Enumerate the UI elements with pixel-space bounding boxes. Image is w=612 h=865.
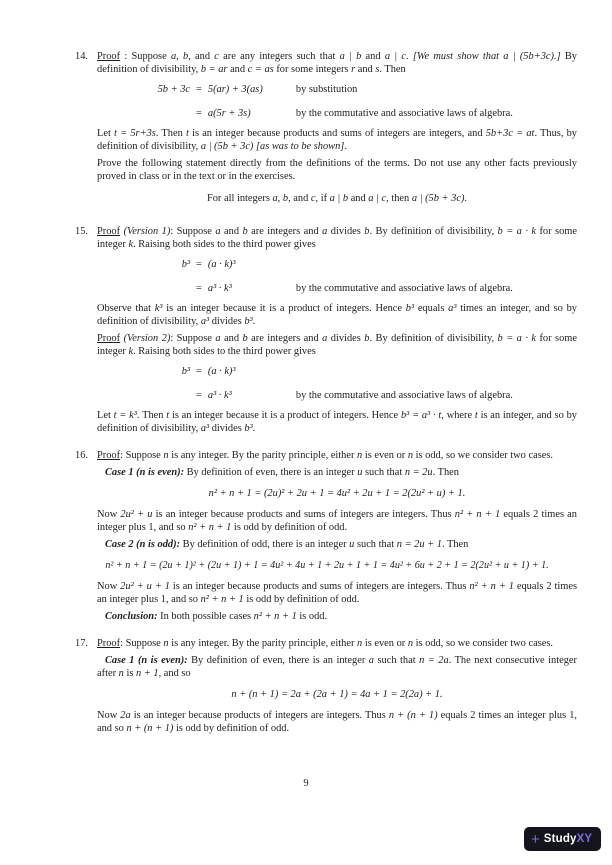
paragraph [97,610,577,623]
math-inline: n + 1 [135,668,159,679]
proof-label: Proof [97,450,121,461]
item-number: 17. [75,638,88,649]
math-inline: a [322,333,328,344]
text-run: for some integers [273,64,352,75]
text-run: and [227,64,248,75]
proof-label: Proof [97,333,121,344]
text-run: : Suppose [120,638,164,649]
paragraph [97,449,577,462]
math-inline: n² + n + 1 [188,522,232,533]
proof-item-14 [75,50,577,215]
text-run: Now [97,581,121,592]
text-run: , where [441,410,475,421]
text-run: is an integer, and so by definition of divisibility, [97,410,577,434]
math-inline: t [185,128,189,139]
text-run: is [123,668,136,679]
text-run: Now [97,710,121,721]
text-run: , [176,51,183,62]
text-run: By definition of even, there is an integer [184,467,358,478]
math-inline: b [242,226,248,237]
paragraph [97,580,577,606]
proof-item-16 [75,449,577,627]
math-inline: s [375,64,380,75]
text-run: . Thus, by definition of divisibility, [97,128,578,152]
italic-text: [as was to be shown] [256,141,345,152]
text-run: . Raising both sides to the third power gives [133,346,316,357]
text-run: is odd, so we consider two cases. [413,450,553,461]
math-inline: u [349,539,355,550]
text-run: for some integer [97,226,577,250]
paragraph [97,302,577,328]
math-inline: a | c [384,51,406,62]
math-inline: n² + n + 1 [469,581,514,592]
equation-rhs: 5(ar) + 3(as) [207,84,263,95]
equation-rhs: (a · k)³ [207,259,236,270]
math-inline: b [242,333,248,344]
proof-label: Proof [97,638,121,649]
text-run: is odd by definition of odd. [231,522,348,533]
text-run: : Suppose [120,51,171,62]
text-run: . [252,423,256,434]
equals-sign: = [196,259,202,270]
text-run: . [464,193,468,204]
math-inline: k³ [154,303,163,314]
text-run: such that [362,467,405,478]
text-run: such that [374,655,420,666]
text-run: By definition of divisibility, [97,51,577,75]
proof-item-17 [75,637,577,739]
equation-block [97,258,577,295]
text-run: is odd by definition of odd. [173,723,290,734]
math-inline: b [182,51,189,62]
italic-text: (Version 1) [123,226,171,237]
text-run: divides [327,226,365,237]
equals-sign: = [196,84,202,95]
text-run: . [405,51,413,62]
display-equation: n + (n + 1) = 2a + (2a + 1) = 4a + 1 = 2(2a) + 1. [231,689,443,700]
math-inline: a | (5b + 3c) [411,193,465,204]
equation-lhs: 5b + 3c [157,84,190,95]
text-run: divides [209,423,245,434]
text-run: . Then [136,410,167,421]
math-inline: n + (n + 1) [126,723,174,734]
italic-text: (Version 2) [123,333,171,344]
text-run: , and [288,193,311,204]
text-run: and [348,193,369,204]
text-run: : Suppose [170,333,216,344]
equals-sign: = [196,108,202,119]
page-number: 9 [303,778,309,789]
math-inline: n² + n + 1 [253,611,297,622]
text-run: and [355,64,376,75]
text-run: and [361,51,385,62]
text-run: times an integer, and so by definition of divisibility, [97,303,577,327]
equals-sign: = [196,390,202,401]
math-inline: u [357,467,363,478]
math-inline: a [368,655,374,666]
brand-name-accent: XY [576,832,592,845]
math-inline: n [163,638,169,649]
math-inline: r [351,64,356,75]
math-inline: 2a [120,710,131,721]
math-inline: b = ar [200,64,228,75]
text-run: are any integers such that [218,51,340,62]
math-inline: t = k³ [113,410,137,421]
math-inline: n + (n + 1) [388,710,438,721]
math-inline: b [364,226,370,237]
text-run: . [252,316,256,327]
item-body [97,637,577,739]
equation-rhs: a³ · k³ [207,390,232,401]
math-inline: c [214,51,219,62]
text-run: . Then [432,467,459,478]
text-run: is odd by definition of odd. [243,594,360,605]
math-inline: a | b [339,51,362,62]
text-run: is an integer because products of integers are integers. Thus [130,710,389,721]
text-run: divides [209,316,245,327]
paragraph [97,538,577,551]
text-run: divides [327,333,365,344]
math-inline: a³ [448,303,457,314]
text-run: is any integer. By the parity principle, either [168,638,358,649]
text-run: For all integers [206,193,273,204]
equation-row [97,365,577,378]
studyxy-badge [524,827,601,851]
text-run: , then [386,193,412,204]
text-run: such that [354,539,397,550]
text-run: is odd, so we consider two cases. [413,638,553,649]
math-inline: a [215,226,221,237]
paragraph [97,709,577,735]
equation-row [97,83,577,96]
math-inline: b³ [244,316,253,327]
text-run: is even or [362,638,408,649]
equation-lhs: b³ [181,259,190,270]
paragraph [97,637,577,650]
math-inline: n = 2u + 1 [396,539,442,550]
text-run: Now [97,509,121,520]
math-inline: k [128,346,134,357]
equation-rhs: a³ · k³ [207,283,232,294]
text-run: In both possible cases [157,611,254,622]
math-inline: b³ [244,423,253,434]
math-inline: n = 2a [419,655,449,666]
text-run: is even or [362,450,408,461]
centered-statement [97,192,577,205]
text-run: are integers and [247,226,323,237]
paragraph [97,157,577,183]
text-run: Observe that [97,303,155,314]
math-inline: a³ [200,316,210,327]
math-inline: n² + n + 1 [454,509,501,520]
equation-row [97,258,577,271]
equation-row [97,107,577,120]
text-run: equals 2 times an integer plus 1, and so [97,509,577,533]
case-label: Case 1 (n is even): [105,655,188,666]
text-run: , and so [158,668,191,679]
text-run: . Then [379,64,406,75]
text-run: are integers and [247,333,323,344]
math-inline: c = as [247,64,274,75]
text-run: equals [414,303,449,314]
math-inline: n [118,668,124,679]
math-inline: n [357,638,363,649]
math-inline: a [215,333,221,344]
proof-label: Proof [97,226,121,237]
text-run: is an integer because products and sums of integers are integers. Thus [152,509,455,520]
text-run: . Raising both sides to the third power gives [133,239,316,250]
case-label: Conclusion: [105,611,158,622]
math-inline: n [357,450,363,461]
equation-note: by the commutative and associative laws of algebra. [295,390,513,401]
display-equation: n² + n + 1 = (2u + 1)² + (2u + 1) + 1 = 4u² + 4u + 1 + 2u + 1 + 1 = 4u² + 6u + 2 + 1 = 2(2u² + u + 1) + 1. [105,560,549,571]
proof-item-15 [75,225,577,439]
equation-block [97,365,577,402]
math-inline: 2u² + u + 1 [120,581,170,592]
text-run: : Suppose [120,450,164,461]
paragraph [97,332,577,358]
text-run: for some integer [97,333,577,357]
display-equation: n² + n + 1 = (2u)² + 2u + 1 = 4u² + 2u + 1 = 2(2u² + u) + 1. [208,488,466,499]
paragraph [97,225,577,251]
equation-lhs: b³ [181,366,190,377]
item-body [97,225,577,439]
paragraph [97,127,577,153]
math-inline: n [407,638,414,649]
paragraph [97,409,577,435]
equals-sign: = [196,283,202,294]
equals-sign: = [196,366,202,377]
math-inline: b [364,333,370,344]
math-inline: t [166,410,170,421]
text-run: By definition of odd, there is an integer [180,539,350,550]
math-inline: a [322,226,328,237]
math-inline: k [128,239,134,250]
math-inline: t [474,410,478,421]
text-run: Prove the following statement directly from the definitions of the terms. Do not use any other facts previously proved in class or in the text or in the exercises. [97,158,577,182]
math-inline: c [310,193,316,204]
math-inline: n² + n + 1 [200,594,244,605]
text-run: , [277,193,283,204]
equation-note: by the commutative and associative laws of algebra. [295,283,513,294]
text-run: , and [188,51,215,62]
proof-label: Proof [97,51,121,62]
case-label: Case 1 (n is even): [105,467,185,478]
text-run: . Then [155,128,186,139]
equation-row [97,282,577,295]
case-label: Case 2 (n is odd): [105,539,181,550]
math-inline: 5b+3c = at [485,128,535,139]
brand-name-primary: Study [543,832,577,845]
text-run: is an integer because products and sums of integers are integers. Thus [169,581,470,592]
text-run: is any integer. By the parity principle, either [168,450,358,461]
item-number: 14. [75,51,88,62]
text-run: . Then [441,539,469,550]
text-run: : Suppose [170,226,216,237]
math-inline: b [282,193,289,204]
text-run: . The next consecutive integer after [97,655,577,679]
text-run: By definition of even, there is an integer [187,655,369,666]
text-run: and [220,226,243,237]
math-inline: b = a · k [497,333,536,344]
math-inline: a | (5b + 3c) [200,141,254,152]
text-run: is an integer because it is a product of integers. Hence [162,303,406,314]
plus-icon: + [530,830,540,848]
text-run: . By definition of divisibility, [369,333,498,344]
text-run: . [344,141,347,152]
text-run: and [220,333,243,344]
text-run: . By definition of divisibility, [369,226,498,237]
equation-rhs: (a · k)³ [207,366,236,377]
text-run: is an integer because products and sums of integers are integers, and [188,128,486,139]
item-number: 16. [75,450,88,461]
document-items [75,50,577,749]
math-inline: b³ = a³ · t [400,410,442,421]
paragraph [97,654,577,680]
equation-rhs: a(5r + 3s) [207,108,251,119]
math-inline: a | c [368,193,387,204]
text-run: Let [97,128,115,139]
paragraph [97,466,577,479]
math-inline: n = 2u [404,467,433,478]
text-run: equals 2 times an integer plus 1, and so [97,710,577,734]
math-inline: a³ [200,423,210,434]
math-inline: b = a · k [497,226,536,237]
text-run: equals 2 times an integer plus 1, and so [97,581,578,605]
item-body [97,50,577,215]
math-inline: b³ [405,303,415,314]
math-inline: t = 5r+3s [114,128,156,139]
math-inline: n [407,450,414,461]
text-run: , if [315,193,330,204]
item-body [97,449,577,627]
text-run: is an integer because it is a product of integers. Hence [169,410,401,421]
equation-row [97,389,577,402]
equation-note: by the commutative and associative laws of algebra. [295,108,513,119]
equation-block [97,83,577,120]
italic-text: [We must show that a | (5b+3c).] [412,51,561,62]
math-inline: a [272,193,278,204]
paragraph [97,50,577,76]
equation-note: by substitution [295,84,358,95]
text-run: is odd. [296,611,328,622]
paragraph [97,508,577,534]
math-inline: a | b [329,193,349,204]
math-inline: 2u² + u [120,509,153,520]
math-inline: n [163,450,169,461]
item-number: 15. [75,226,88,237]
math-inline: a [170,51,177,62]
text-run: Let [97,410,114,421]
